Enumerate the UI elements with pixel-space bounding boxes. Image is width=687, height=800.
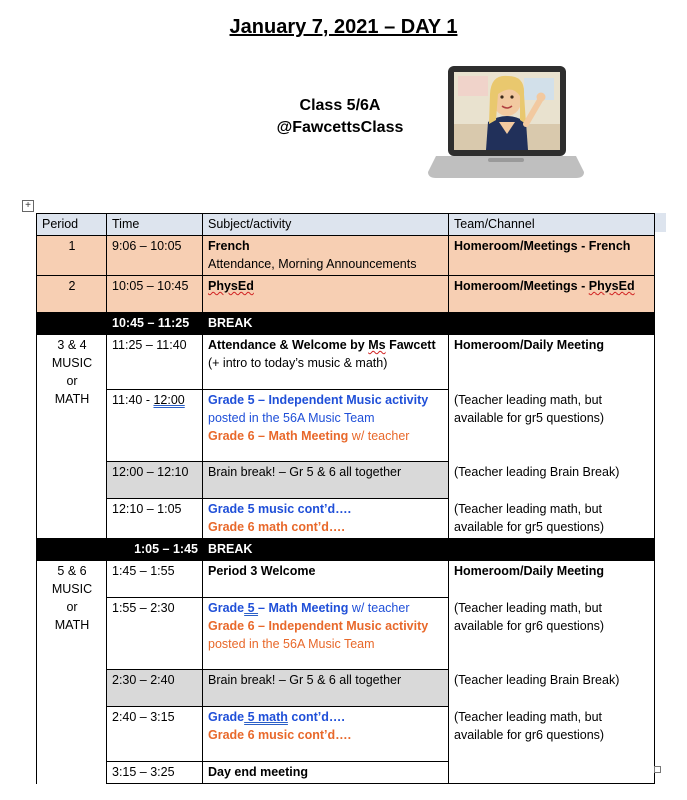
grade5-activity: – Math Meeting xyxy=(258,601,349,615)
team-cell xyxy=(449,276,655,313)
break-row xyxy=(37,313,655,335)
subject-cell xyxy=(203,236,449,276)
grade5-subject: 5 math xyxy=(244,710,288,724)
break-spacer xyxy=(37,313,107,335)
grade6-activity: Grade 6 math cont’d…. xyxy=(208,520,345,534)
time-cell: 12:10 – 1:05 xyxy=(107,499,203,539)
break-time: 1:05 – 1:45 xyxy=(107,539,203,561)
break-label: BREAK xyxy=(203,313,655,335)
break-time: 10:45 – 11:25 xyxy=(107,313,203,335)
time-cell: 2:40 – 3:15 xyxy=(107,707,203,762)
time-end: 12:00 xyxy=(153,393,185,407)
grade5-label: Grade xyxy=(208,710,245,724)
team-cell: (Teacher leading math, but available for gr6 questions) xyxy=(449,598,655,670)
class-info xyxy=(240,95,440,139)
subject-cell xyxy=(203,276,449,313)
team-cell: (Teacher leading math, but available for gr5 questions) xyxy=(449,390,655,462)
grade5-label: Grade xyxy=(208,601,245,615)
subject-cell xyxy=(203,598,449,670)
period-line: or xyxy=(66,374,78,388)
grade6-detail: posted in the 56A Music Team xyxy=(208,637,375,651)
time-cell: 3:15 – 3:25 xyxy=(107,762,203,784)
period-line: MUSIC xyxy=(51,582,93,596)
grade5-detail: w/ teacher xyxy=(348,601,410,615)
table-row xyxy=(37,390,655,462)
subject-title: French xyxy=(208,239,250,253)
subject-title: PhysEd xyxy=(208,279,254,293)
team-cell: (Teacher leading Brain Break) xyxy=(449,462,655,499)
class-handle: @FawcettsClass xyxy=(276,119,404,136)
subject-cell xyxy=(203,335,449,390)
time-start: 11:40 - xyxy=(112,393,154,407)
team-word: PhysEd xyxy=(588,279,635,293)
break-spacer xyxy=(37,539,107,561)
table-row xyxy=(37,762,655,784)
grade5-activity: Grade 5 – Independent Music activity xyxy=(208,393,429,407)
teacher-bitmoji-laptop-image xyxy=(428,64,584,182)
team-cell xyxy=(449,762,655,784)
time-cell: 9:06 – 10:05 xyxy=(107,236,203,276)
subject-detail: Attendance, Morning Announcements xyxy=(208,257,417,271)
team-cell: (Teacher leading math, but available for gr5 questions) xyxy=(449,499,655,539)
schedule-table-wrapper xyxy=(36,213,655,784)
table-move-handle-icon[interactable]: + xyxy=(22,200,34,212)
time-cell: 10:05 – 10:45 xyxy=(107,276,203,313)
subject-cell: Day end meeting xyxy=(203,762,449,784)
period-line: MATH xyxy=(54,618,90,632)
grade6-activity: Grade 6 – Independent Music activity xyxy=(208,619,429,633)
subject-cell: Brain break! – Gr 5 & 6 all together xyxy=(203,462,449,499)
break-row xyxy=(37,539,655,561)
table-row xyxy=(37,462,655,499)
subject-cell xyxy=(203,707,449,762)
table-row xyxy=(37,561,655,598)
table-row xyxy=(37,499,655,539)
class-name: Class 5/6A xyxy=(299,97,381,114)
table-row xyxy=(37,598,655,670)
subject-text: Attendance & Welcome by xyxy=(208,338,369,352)
time-cell xyxy=(107,390,203,462)
time-cell: 12:00 – 12:10 xyxy=(107,462,203,499)
team-cell: (Teacher leading Brain Break) xyxy=(449,670,655,707)
table-row xyxy=(37,276,655,313)
period-line: 5 & 6 xyxy=(57,564,87,578)
time-cell: 1:55 – 2:30 xyxy=(107,598,203,670)
table-row xyxy=(37,670,655,707)
table-row xyxy=(37,236,655,276)
team-cell: Homeroom/Daily Meeting xyxy=(449,335,655,390)
time-cell: 2:30 – 2:40 xyxy=(107,670,203,707)
header-subject: Subject/activity xyxy=(203,214,449,236)
header-team: Team/Channel xyxy=(449,214,655,236)
team-cell: (Teacher leading math, but available for gr6 questions) xyxy=(449,707,655,762)
team-prefix: Homeroom/Meetings - xyxy=(454,279,589,293)
grade5-number: 5 xyxy=(244,601,259,615)
table-header-row xyxy=(37,214,655,236)
grade5-activity: Grade 5 music cont’d…. xyxy=(208,502,352,516)
period-line: MATH xyxy=(54,392,90,406)
period-cell xyxy=(37,335,107,539)
subject-cell: Period 3 Welcome xyxy=(203,561,449,598)
time-cell: 1:45 – 1:55 xyxy=(107,561,203,598)
table-row xyxy=(37,707,655,762)
table-resize-handle[interactable] xyxy=(654,766,661,773)
period-line: MUSIC xyxy=(51,356,93,370)
grade5-activity: cont’d…. xyxy=(287,710,345,724)
page-title: January 7, 2021 – DAY 1 xyxy=(229,16,458,38)
period-line: or xyxy=(66,600,78,614)
subject-cell xyxy=(203,499,449,539)
period-cell: 2 xyxy=(37,276,107,313)
header-period: Period xyxy=(37,214,107,236)
subject-note: (+ intro to today’s music & math) xyxy=(208,356,388,370)
period-cell: 1 xyxy=(37,236,107,276)
table-row xyxy=(37,335,655,390)
grade6-activity: Grade 6 music cont’d…. xyxy=(208,728,352,742)
team-cell: Homeroom/Daily Meeting xyxy=(449,561,655,598)
header-time: Time xyxy=(107,214,203,236)
period-cell xyxy=(37,561,107,784)
schedule-table xyxy=(36,213,655,784)
grade6-detail: w/ teacher xyxy=(348,429,410,443)
period-line: 3 & 4 xyxy=(57,338,87,352)
break-label: BREAK xyxy=(203,539,655,561)
grade5-detail: posted in the 56A Music Team xyxy=(208,411,375,425)
time-cell: 11:25 – 11:40 xyxy=(107,335,203,390)
team-cell: Homeroom/Meetings - French xyxy=(449,236,655,276)
subject-ms: Ms xyxy=(368,338,386,352)
grade6-activity: Grade 6 – Math Meeting xyxy=(208,429,349,443)
subject-cell: Brain break! – Gr 5 & 6 all together xyxy=(203,670,449,707)
subject-name: Fawcett xyxy=(389,338,436,352)
subject-cell xyxy=(203,390,449,462)
